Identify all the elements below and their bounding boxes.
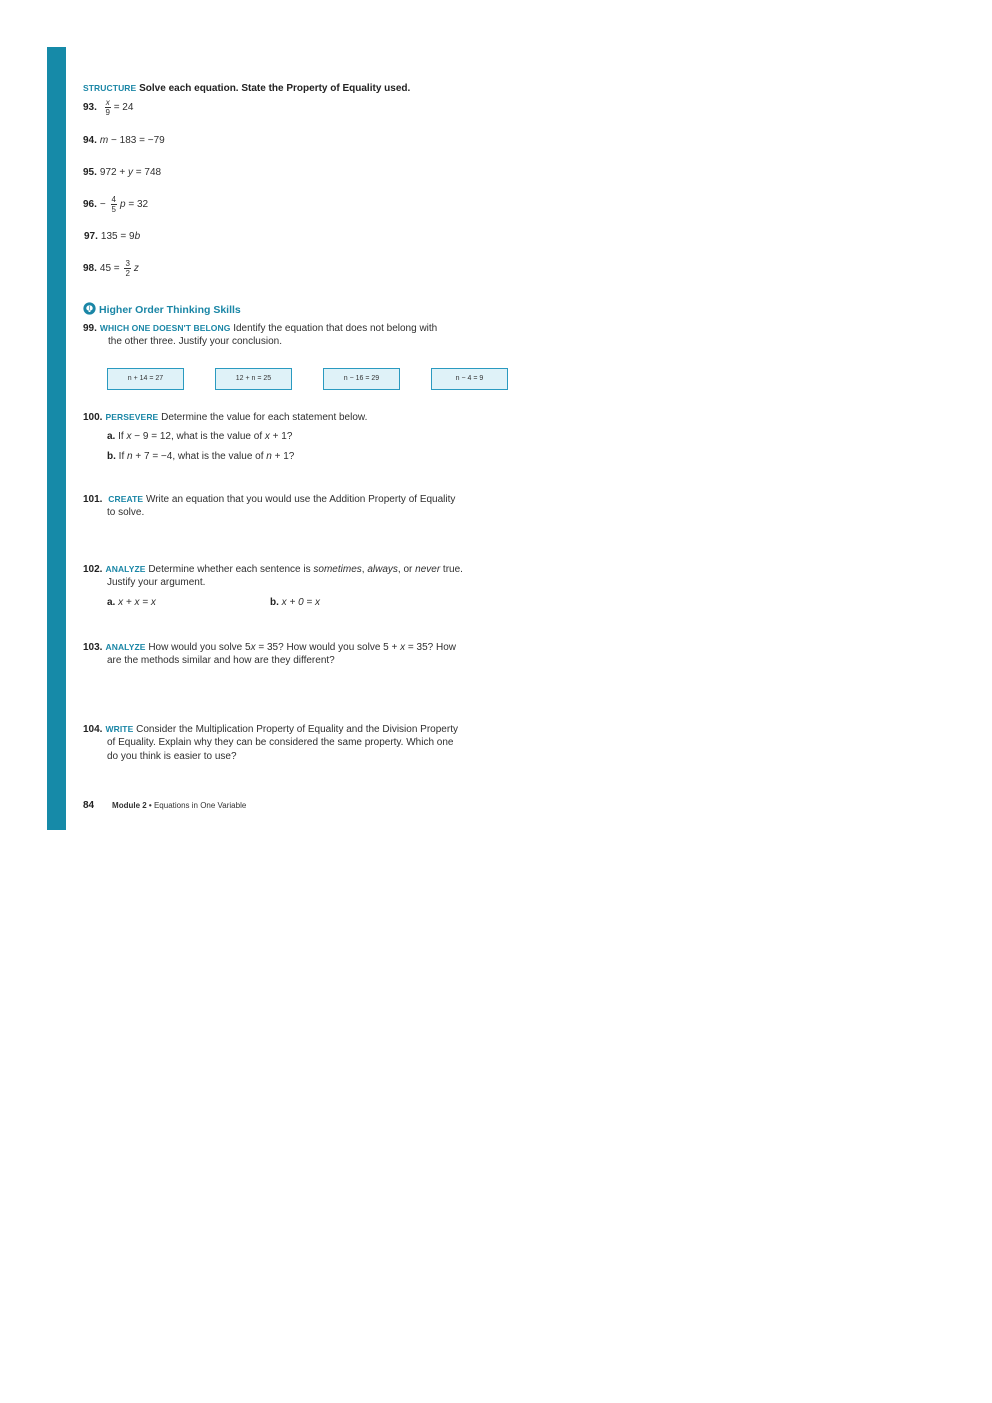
problem-93: 93. $\frac{x}{9}$ = 24 — [83, 98, 134, 117]
analyze-keyword: ANALYZE — [105, 564, 146, 574]
page-footer: 84 Module 2 • Equations in One Variable — [83, 800, 247, 811]
module-title: Equations in One Variable — [153, 801, 247, 810]
sidebar-accent-bar — [47, 47, 66, 830]
write-keyword: WRITE — [105, 724, 134, 734]
problem-103: 103. ANALYZE How would you solve 5x = 35? How would you solve 5 + x = 35? How — [83, 642, 456, 653]
equation-card-3: n − 16 = 29 — [323, 368, 400, 390]
problem-102: 102. ANALYZE Determine whether each sentence is sometimes, always, or never true. — [83, 564, 463, 575]
equation-card-2: 12 + n = 25 — [215, 368, 292, 390]
hots-heading — [83, 300, 241, 318]
problem-96: 96. − $\frac{4}{5}$ p = 32 — [83, 195, 149, 214]
section-header — [83, 81, 410, 96]
problem-98: 98. 45 = $\frac{3}{2}$ z — [83, 259, 139, 278]
problem-100: 100. PERSEVERE Determine the value for each statement below. — [83, 412, 368, 423]
brain-icon — [83, 302, 96, 315]
problem-104-line3: do you think is easier to use? — [107, 751, 237, 762]
section-instruction: Solve each equation. State the Property of Equality used. — [139, 83, 411, 94]
problem-103-line2: are the methods similar and how are they different? — [107, 655, 335, 666]
which-one-doesnt-belong-keyword: WHICH ONE DOESN'T BELONG — [99, 323, 231, 333]
equation-card-4: n − 4 = 9 — [431, 368, 508, 390]
analyze-keyword: ANALYZE — [105, 642, 146, 652]
problem-104-line2: of Equality. Explain why they can be considered the same property. Which one — [107, 737, 454, 748]
module-label: Module 2 — [112, 801, 147, 810]
problem-102-part-a: a. x + x = x — [107, 597, 156, 608]
fraction: $\frac{x}{9}$ — [105, 98, 110, 117]
problem-94: 94. m − 183 = −79 — [83, 135, 165, 146]
problem-104: 104. WRITE Consider the Multiplication Property of Equality and the Division Property — [83, 724, 458, 735]
problem-99-line2: the other three. Justify your conclusion. — [108, 336, 282, 347]
problem-97: 97. 135 = 9b — [84, 231, 141, 242]
problem-95: 95. 972 + y = 748 — [83, 167, 162, 178]
equation-card-1: n + 14 = 27 — [107, 368, 184, 390]
create-keyword: CREATE — [108, 494, 144, 504]
problem-100-part-a: a. If x − 9 = 12, what is the value of x + 1? — [107, 431, 293, 442]
fraction: $\frac{4}{5}$ — [111, 195, 116, 214]
problem-102-part-b: b. x + 0 = x — [270, 597, 321, 608]
structure-keyword: STRUCTURE — [83, 83, 137, 93]
problem-100-part-b: b. If n + 7 = −4, what is the value of n + 1? — [107, 451, 295, 462]
problem-101: 101. CREATE Write an equation that you would use the Addition Property of Equality — [83, 494, 456, 505]
persevere-keyword: PERSEVERE — [105, 412, 159, 422]
hots-title: Higher Order Thinking Skills — [99, 304, 241, 316]
fraction: $\frac{3}{2}$ — [125, 259, 130, 278]
problem-101-line2: to solve. — [107, 507, 145, 518]
problem-99: 99. WHICH ONE DOESN'T BELONG Identify the equation that does not belong with — [83, 323, 438, 334]
page-number: 84 — [83, 800, 95, 811]
problem-102-line2: Justify your argument. — [107, 577, 206, 588]
